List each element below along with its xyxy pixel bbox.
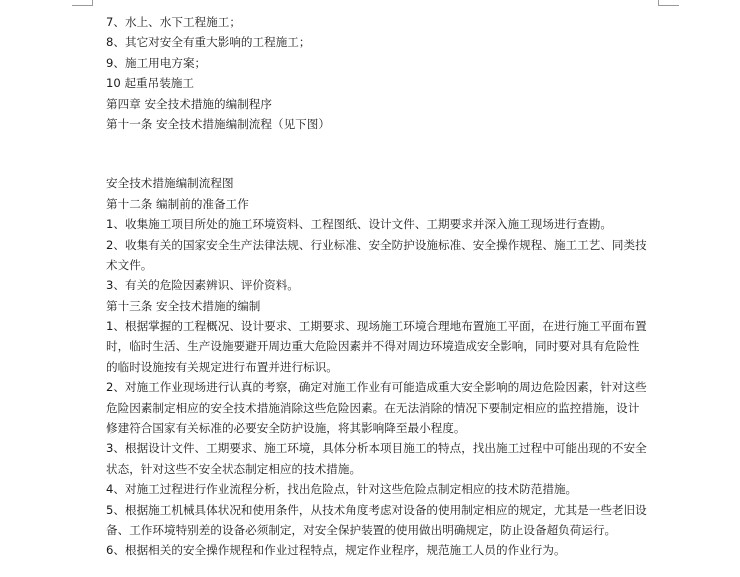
article-heading: 第十二条 编制前的准备工作: [106, 196, 249, 211]
paragraph-line: 备、工作环境特别差的设备必须制定，对安全保护装置的使用做出明确规定，防止设备超负荷运行。: [106, 522, 617, 537]
paragraph-line: 的临时设施按有关规定进行布置并进行标识。: [106, 359, 338, 374]
article-heading: 第十三条 安全技术措施的编制: [106, 298, 261, 313]
paragraph-line: 术文件。: [106, 257, 153, 272]
article-heading: 第十一条 安全技术措施编制流程（见下图）: [106, 116, 330, 131]
page-corner-mark-right: [658, 0, 679, 6]
paragraph-line: 时，临时生活、生产设施要避开周边重大危险因素并不得对周边环境造成安全影响，同时要对具有危险性: [106, 339, 640, 354]
paragraph-line: 1、收集施工项目所处的施工环境资料、工程图纸、设计文件、工期要求并深入施工现场进行查勘。: [106, 217, 612, 232]
list-item: 8、其它对安全有重大影响的工程施工；: [106, 35, 311, 50]
paragraph-line: 6、根据相关的安全操作规程和作业过程特点，规定作业程序，规范施工人员的作业行为。: [106, 543, 566, 558]
paragraph-line: 修建符合国家有关标准的必要安全防护设施，将其影响降至最小程度。: [106, 421, 466, 436]
paragraph-line: 危险因素制定相应的安全技术措施消除这些危险因素。在无法消除的情况下要制定相应的监控措施，设计: [106, 400, 640, 415]
list-item: 7、水上、水下工程施工；: [106, 15, 241, 29]
figure-caption: 安全技术措施编制流程图: [106, 176, 234, 191]
paragraph-line: 2、收集有关的国家安全生产法律法规、行业标准、安全防护设施标准、安全操作规程、施工工艺、同类技: [106, 237, 647, 252]
document-body: [106, 12, 666, 561]
page-corner-mark-left: [72, 0, 93, 6]
list-item: 10 起重吊装施工: [106, 76, 195, 91]
paragraph-line: 状态，针对这些不安全状态制定相应的技术措施。: [106, 461, 362, 476]
paragraph-line: 3、根据设计文件、工期要求、施工环境，具体分析本项目施工的特点，找出施工过程中可能出现的不安全: [106, 441, 647, 456]
paragraph-line: 4、对施工过程进行作业流程分析，找出危险点，针对这些危险点制定相应的技术防范措施。: [106, 482, 578, 497]
paragraph-line: 2、对施工作业现场进行认真的考察，确定对施工作业有可能造成重大安全影响的周边危险因素，针对这些: [106, 380, 647, 395]
chapter-heading: 第四章 安全技术措施的编制程序: [106, 96, 272, 111]
flowchart-placeholder: [106, 134, 666, 173]
paragraph-line: 3、有关的危险因素辨识、评价资料。: [106, 278, 299, 293]
paragraph-line: 1、根据掌握的工程概况、设计要求、工期要求、现场施工环境合理地布置施工平面，在进行施工平面布置: [106, 319, 647, 334]
list-item: 9、施工用电方案；: [106, 55, 207, 70]
paragraph-line: 5、根据施工机械具体状况和使用条件，从技术角度考虑对设备的使用制定相应的规定，尤其是一些老旧设: [106, 502, 647, 517]
